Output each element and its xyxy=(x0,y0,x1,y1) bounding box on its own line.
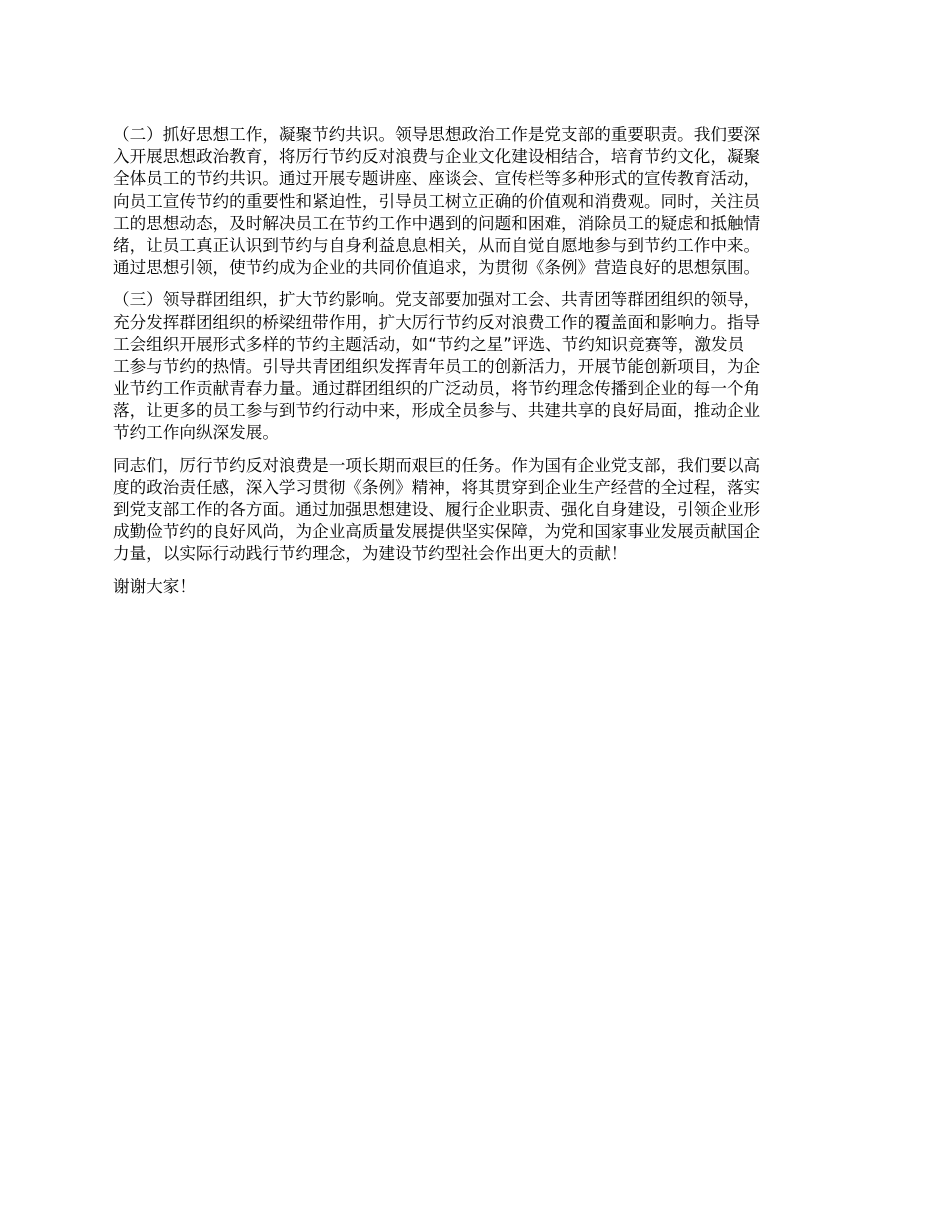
paragraph-conclusion xyxy=(113,455,841,566)
text-line: 到党支部工作的各方面。通过加强思想建设、履行企业职责、强化自身建设，引领企业形 xyxy=(113,500,761,519)
text-line: 谢谢大家！ xyxy=(113,576,196,596)
text-line: 成勤俭节约的良好风尚，为企业高质量发展提供坚实保障，为党和国家事业发展贡献国企 xyxy=(113,522,761,542)
text-line: 落，让更多的员工参与到节约行动中来，形成全员参与、共建共享的良好局面，推动企业 xyxy=(113,401,761,421)
document-body xyxy=(113,124,841,608)
text-line: 全体员工的节约共识。通过开展专题讲座、座谈会、宣传栏等多种形式的宣传教育活动， xyxy=(113,169,761,189)
paragraph-ideological-work xyxy=(113,124,841,279)
text-line: 工参与节约的热情。引导共青团组织发挥青年员工的创新活力，开展节能创新项目，为企 xyxy=(113,356,761,376)
text-line: 同志们，厉行节约反对浪费是一项长期而艰巨的任务。作为国有企业党支部，我们要以高 xyxy=(113,455,761,475)
text-line: 充分发挥群团组织的桥梁纽带作用，扩大厉行节约反对浪费工作的覆盖面和影响力。指导 xyxy=(113,312,761,332)
text-line: 向员工宣传节约的重要性和紧迫性，引导员工树立正确的价值观和消费观。同时，关注员 xyxy=(113,191,761,211)
text-line: 业节约工作贡献青春力量。通过群团组织的广泛动员，将节约理念传播到企业的每一个角 xyxy=(113,379,761,399)
paragraph-thanks xyxy=(113,576,841,598)
text-line: 工的思想动态，及时解决员工在节约工作中遇到的问题和困难，消除员工的疑虑和抵触情 xyxy=(113,213,761,233)
text-line: （二）抓好思想工作，凝聚节约共识。领导思想政治工作是党支部的重要职责。我们要深 xyxy=(113,125,761,144)
text-line: 入开展思想政治教育，将厉行节约反对浪费与企业文化建设相结合，培育节约文化，凝聚 xyxy=(113,147,761,167)
text-line: （三）领导群团组织，扩大节约影响。党支部要加强对工会、共青团等群团组织的领导， xyxy=(113,290,761,310)
text-line: 工会组织开展形式多样的节约主题活动，如“节约之星”评选、节约知识竞赛等，激发员 xyxy=(113,334,745,354)
text-line: 通过思想引领，使节约成为企业的共同价值追求，为贯彻《条例》营造良好的思想氛围。 xyxy=(113,258,761,278)
paragraph-mass-organizations xyxy=(113,289,841,444)
text-line: 力量，以实际行动践行节约理念，为建设节约型社会作出更大的贡献！ xyxy=(113,544,628,564)
text-line: 度的政治责任感，深入学习贯彻《条例》精神，将其贯穿到企业生产经营的全过程，落实 xyxy=(113,477,761,497)
text-line: 绪，让员工真正认识到节约与自身利益息息相关，从而自觉自愿地参与到节约工作中来。 xyxy=(113,235,761,255)
text-line: 节约工作向纵深发展。 xyxy=(113,423,279,443)
